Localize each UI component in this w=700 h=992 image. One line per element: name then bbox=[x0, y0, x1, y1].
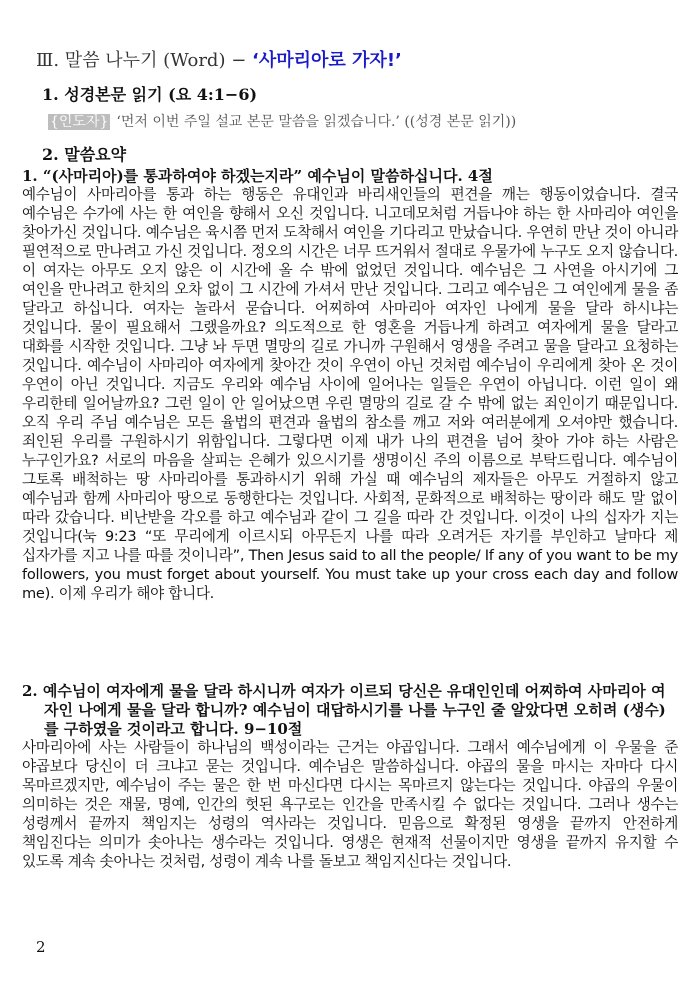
leader-text: ‘먼저 이번 주일 설교 본문 말씀을 읽겠습니다.’ ((성경 본문 읽기)) bbox=[116, 114, 517, 130]
leader-tag: {인도자} bbox=[50, 114, 109, 130]
point-2-title: 2. 예수님이 여자에게 물을 달라 하시니까 여자가 이르되 당신은 유대인인데 어찌하여 사마리아 여자인 나에게 물을 달라 합니까? 예수님이 대답하시기를 나를 누구인 줄 알았다면 오히려 (생수)를 구하였을 것이라고 합니다. 9−10절 bbox=[22, 682, 666, 738]
page-number: 2 bbox=[36, 938, 46, 956]
sermon-title: ‘사마리아로 가자!’ bbox=[252, 50, 402, 71]
subheading-scripture-reading: 1. 성경본문 읽기 (요 4:1−6) bbox=[42, 85, 258, 104]
subheading-summary: 2. 말씀요약 bbox=[42, 145, 127, 164]
point-1-body: 예수님이 사마리아를 통과 하는 행동은 유대인과 바리새인들의 편견을 깨는 행동이었습니다. 결국 예수님은 수가에 사는 한 여인을 향해서 오신 것입니다. 니고데모처럼 거듭나야 하는 한 사마리아 여인을 찾아가신 것입니다. 예수님은 육시쯤 먼저 도착해서 여인을 기다리고 만났습니다. 우연히 만난 것이 아니라 필연적으로 만나려고 가신 것입니다. 정오의 시간은 너무 뜨거워서 절대로 우물가에 누구도 오지 않습니다. 이 여자는 아무도 오지 않은 이 시간에 올 수 밖에 없었던 것입니다. 예수님은 그 사연을 아시기에 그 여인을 만나려고 한치의 오차 없이 그 시간에 가셔서 만난 것입니다. 그리고 예수님은 그 여인에게 물을 좀 달라고 하십니다. 여자는 놀라서 묻습니다. 어찌하여 사마리아 여자인 나에게 물을 달라 하시냐는 것입니다. 물이 필요해서 그랬을까요? 의도적으로 한 영혼을 거듭나게 하려고 여자에게 물을 달라고 대화를 시작한 것입니다. 그냥 놔 두면 멸망의 길로 가니까 구원해서 영생을 주려고 물을 달라고 요청하는 것입니다. 예수님이 사마리아 여자에게 찾아간 것이 우연이 아닌 것처럼 예수님이 우리에게 찾아 온 것이 우연이 아닌 것입니다. 지금도 우리와 예수님 사이에 일어나는 일들은 우연이 아닙니다. 이런 일이 왜 우리한테 일어날까요? 그런 일이 안 일어났으면 우린 멸망의 길로 갈 수 밖에 없는 죄인이기 때문입니다. 오직 우리 주님 예수님은 모든 율법의 편견과 율법의 참소를 깨고 저와 여러분에게 오셔야만 했습니다. 죄인된 우리를 구원하시기 위함입니다. 그렇다면 이제 내가 나의 편견을 넘어 찾아 가야 하는 사람은 누구인가요? 서로의 마음을 살피는 은혜가 있으시기를 생명이신 주의 이름으로 부탁드립니다. 예수님이 그토록 배척하는 땅 사마리아를 통과하시기 위해 가실 때 예수님의 제자들은 아무도 거절하지 않고 예수님과 함께 사마리아 땅으로 동행한다는 것입니다. 사회적, 문화적으로 배척하는 땅이라 해도 말 없이 따라 갔습니다. 비난받을 각오를 하고 예수님과 같이 그 길을 따라 간 것입니다. 이것이 나의 십자가 지는 것입니다(눅 9:23 “또 무리에게 이르시되 아무든지 나를 따라 오려거든 자기를 부인하고 날마다 제 십자가를 지고 나를 따를 것이니라”, Then Jesus said to all the people/ If any of you want to be my followers, you must forget about yourself. You must take up your cross each day and follow me). 이제 우리가 해야 합니다. bbox=[22, 186, 678, 602]
point-2-body: 사마리아에 사는 사람들이 하나님의 백성이라는 근거는 야곱입니다. 그래서 예수님에게 이 우물을 준 야곱보다 당신이 더 크냐고 묻는 것입니다. 예수님은 말씀하십니다. 야곱의 물을 마시는 자마다 다시 목마르겠지만, 예수님이 주는 물은 한 번 마신다면 다시는 목마르지 않는다는 것입니다. 야곱의 우물이 의미하는 것은 재물, 명예, 인간의 헛된 욕구로는 인간을 만족시킬 수 없다는 것입니다. 그러나 생수는 성령께서 끝까지 책임지는 성령의 역사라는 것입니다. 믿음으로 확정된 영생을 끝까지 안전하게 책임진다는 의미가 솟아나는 생수라는 것입니다. 영생은 현재적 선물이지만 영생을 끝까지 유지할 수 있도록 계속 솟아나는 것처럼, 성령이 계속 나를 돌보고 책임지신다는 것입니다. bbox=[22, 739, 678, 870]
point-1-title: 1. “(사마리아)를 통과하여야 하겠는지라” 예수님이 말씀하십니다. 4절 bbox=[22, 167, 493, 185]
section-heading bbox=[36, 46, 402, 72]
leader-instruction bbox=[48, 111, 516, 131]
section-heading-prefix: Ⅲ. 말씀 나누기 (Word) − bbox=[36, 50, 252, 71]
